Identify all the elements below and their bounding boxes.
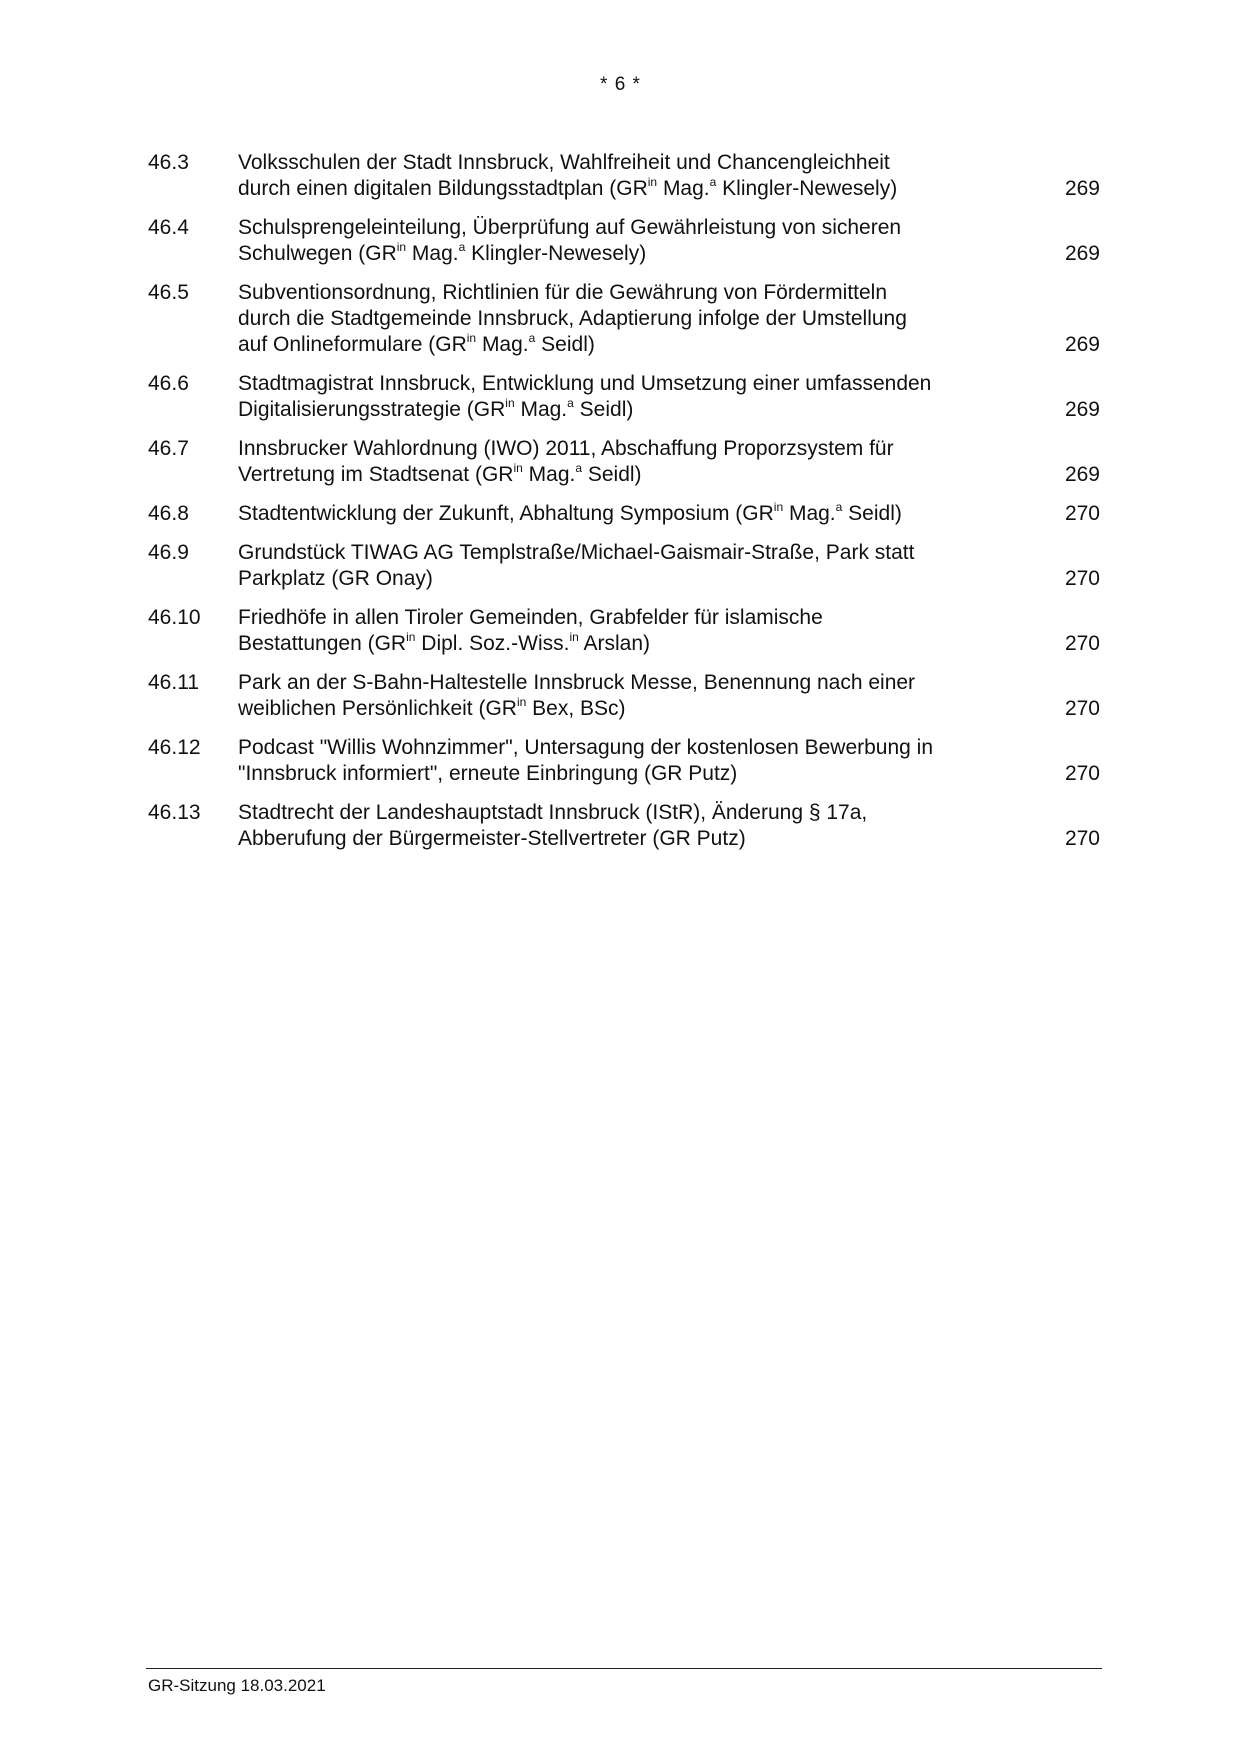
toc-entry: [148, 280, 1100, 358]
toc-entry: [148, 436, 1100, 488]
toc-entry-page-number: 270: [1064, 697, 1100, 720]
toc-entry-page-number: 270: [1064, 827, 1100, 850]
toc-entry-number: 46.7: [148, 437, 189, 460]
toc-entry: [148, 605, 1100, 657]
toc-entry-title-line: Park an der S-Bahn-Haltestelle Innsbruck Messe, Benennung nach einer: [238, 671, 916, 694]
toc-entry-title: [238, 280, 1040, 358]
toc-entry-title-line: Vertretung im Stadtsenat ($GR^{in}$ Mag.$^a$ Seidl): [238, 461, 642, 486]
toc-entry-number: 46.11: [148, 671, 199, 694]
toc-entry-title-line: auf Onlineformulare ($GR^{in}$ Mag.$^a$ Seidl): [238, 331, 595, 356]
toc-entry-number: 46.3: [148, 151, 189, 174]
toc-entry-title-line: Parkplatz (GR Onay): [238, 567, 433, 590]
toc-entry-number: 46.10: [148, 606, 201, 629]
toc-entry-page-number: 269: [1064, 242, 1100, 265]
toc-entry-title-line: Digitalisierungsstrategie ($GR^{in}$ Mag.$^a$ Seidl): [238, 396, 634, 421]
toc-entry-title: [238, 735, 1040, 787]
toc-entry-title-line: Volksschulen der Stadt Innsbruck, Wahlfreiheit und Chancengleichheit: [238, 151, 890, 174]
toc-entry-title: [238, 371, 1040, 423]
toc-entry-page-number: 270: [1064, 762, 1100, 785]
toc-entry-title: [238, 800, 1040, 852]
toc-entry: [148, 670, 1100, 722]
toc-entry-number: 46.9: [148, 541, 189, 564]
toc-entry-number: 46.13: [148, 801, 201, 824]
toc-entry-page-number: 269: [1064, 463, 1100, 486]
toc-entry-title-line: Abberufung der Bürgermeister-Stellvertreter (GR Putz): [238, 827, 746, 850]
toc-entry: [148, 501, 1100, 527]
toc-entry-page-number: 270: [1064, 567, 1100, 590]
toc-entry-title: [238, 501, 1040, 527]
toc-entry-title-line: Schulsprengeleinteilung, Überprüfung auf Gewährleistung von sicheren: [238, 216, 902, 239]
toc-entry-title-line: Subventionsordnung, Richtlinien für die Gewährung von Fördermitteln: [238, 281, 888, 304]
toc-entry-title-line: weiblichen Persönlichkeit ($GR^{in}$ Bex, BSc): [238, 695, 626, 720]
footer-divider: [146, 1668, 1102, 1669]
toc-entry: [148, 540, 1100, 592]
toc-entry-title-line: Friedhöfe in allen Tiroler Gemeinden, Grabfelder für islamische: [238, 606, 823, 629]
toc-entry-number: 46.4: [148, 216, 189, 239]
toc-entry-title-line: Bestattungen ($GR^{in}$ Dipl. Soz.-Wiss.$^{in}$ Arslan): [238, 630, 650, 655]
toc-entry-number: 46.5: [148, 281, 189, 304]
toc-entry-title: [238, 436, 1040, 488]
toc-entry-page-number: 270: [1064, 502, 1100, 525]
toc-entry-title-line: Schulwegen ($GR^{in}$ Mag.$^a$ Klingler-Newesely): [238, 240, 647, 265]
toc-entry: [148, 371, 1100, 423]
toc-entry: [148, 735, 1100, 787]
toc-entry: [148, 150, 1100, 202]
toc-entry-title: [238, 150, 1040, 202]
toc-entry-title-line: Stadtmagistrat Innsbruck, Entwicklung und Umsetzung einer umfassenden: [238, 372, 932, 395]
footer-session-date: GR-Sitzung 18.03.2021: [148, 1676, 326, 1695]
toc-entry-title-line: durch einen digitalen Bildungsstadtplan ($GR^{in}$ Mag.$^a$ Klingler-Newesely): [238, 175, 898, 200]
toc-entry-title-line: durch die Stadtgemeinde Innsbruck, Adaptierung infolge der Umstellung: [238, 307, 907, 330]
toc-entry-title-line: Stadtrecht der Landeshauptstadt Innsbruck (IStR), Änderung § 17a,: [238, 801, 868, 824]
page-number: * 6 *: [600, 74, 641, 95]
toc-entry-number: 46.8: [148, 502, 189, 525]
toc-entry-page-number: 269: [1064, 398, 1100, 421]
toc-entry-title: [238, 670, 1040, 722]
toc-entry-title-line: Stadtentwicklung der Zukunft, Abhaltung Symposium ($GR^{in}$ Mag.$^a$ Seidl): [238, 500, 902, 525]
toc-entry-page-number: 269: [1064, 333, 1100, 356]
toc-entry: [148, 215, 1100, 267]
toc-entry-title-line: Innsbrucker Wahlordnung (IWO) 2011, Abschaffung Proporzsystem für: [238, 437, 894, 460]
toc-entry-number: 46.6: [148, 372, 189, 395]
toc-entry-title-line: Grundstück TIWAG AG Templstraße/Michael-Gaismair-Straße, Park statt: [238, 541, 915, 564]
toc-entry: [148, 800, 1100, 852]
toc-entry-page-number: 269: [1064, 177, 1100, 200]
toc-entry-title-line: "Innsbruck informiert", erneute Einbringung (GR Putz): [238, 762, 738, 785]
toc-entry-number: 46.12: [148, 736, 201, 759]
toc-entry-title: [238, 605, 1040, 657]
toc-entry-page-number: 270: [1064, 632, 1100, 655]
toc-entry-title: [238, 540, 1040, 592]
toc-entry-title-line: Podcast "Willis Wohnzimmer", Untersagung der kostenlosen Bewerbung in: [238, 736, 934, 759]
toc-entry-title: [238, 215, 1040, 267]
table-of-contents: [148, 150, 1100, 865]
